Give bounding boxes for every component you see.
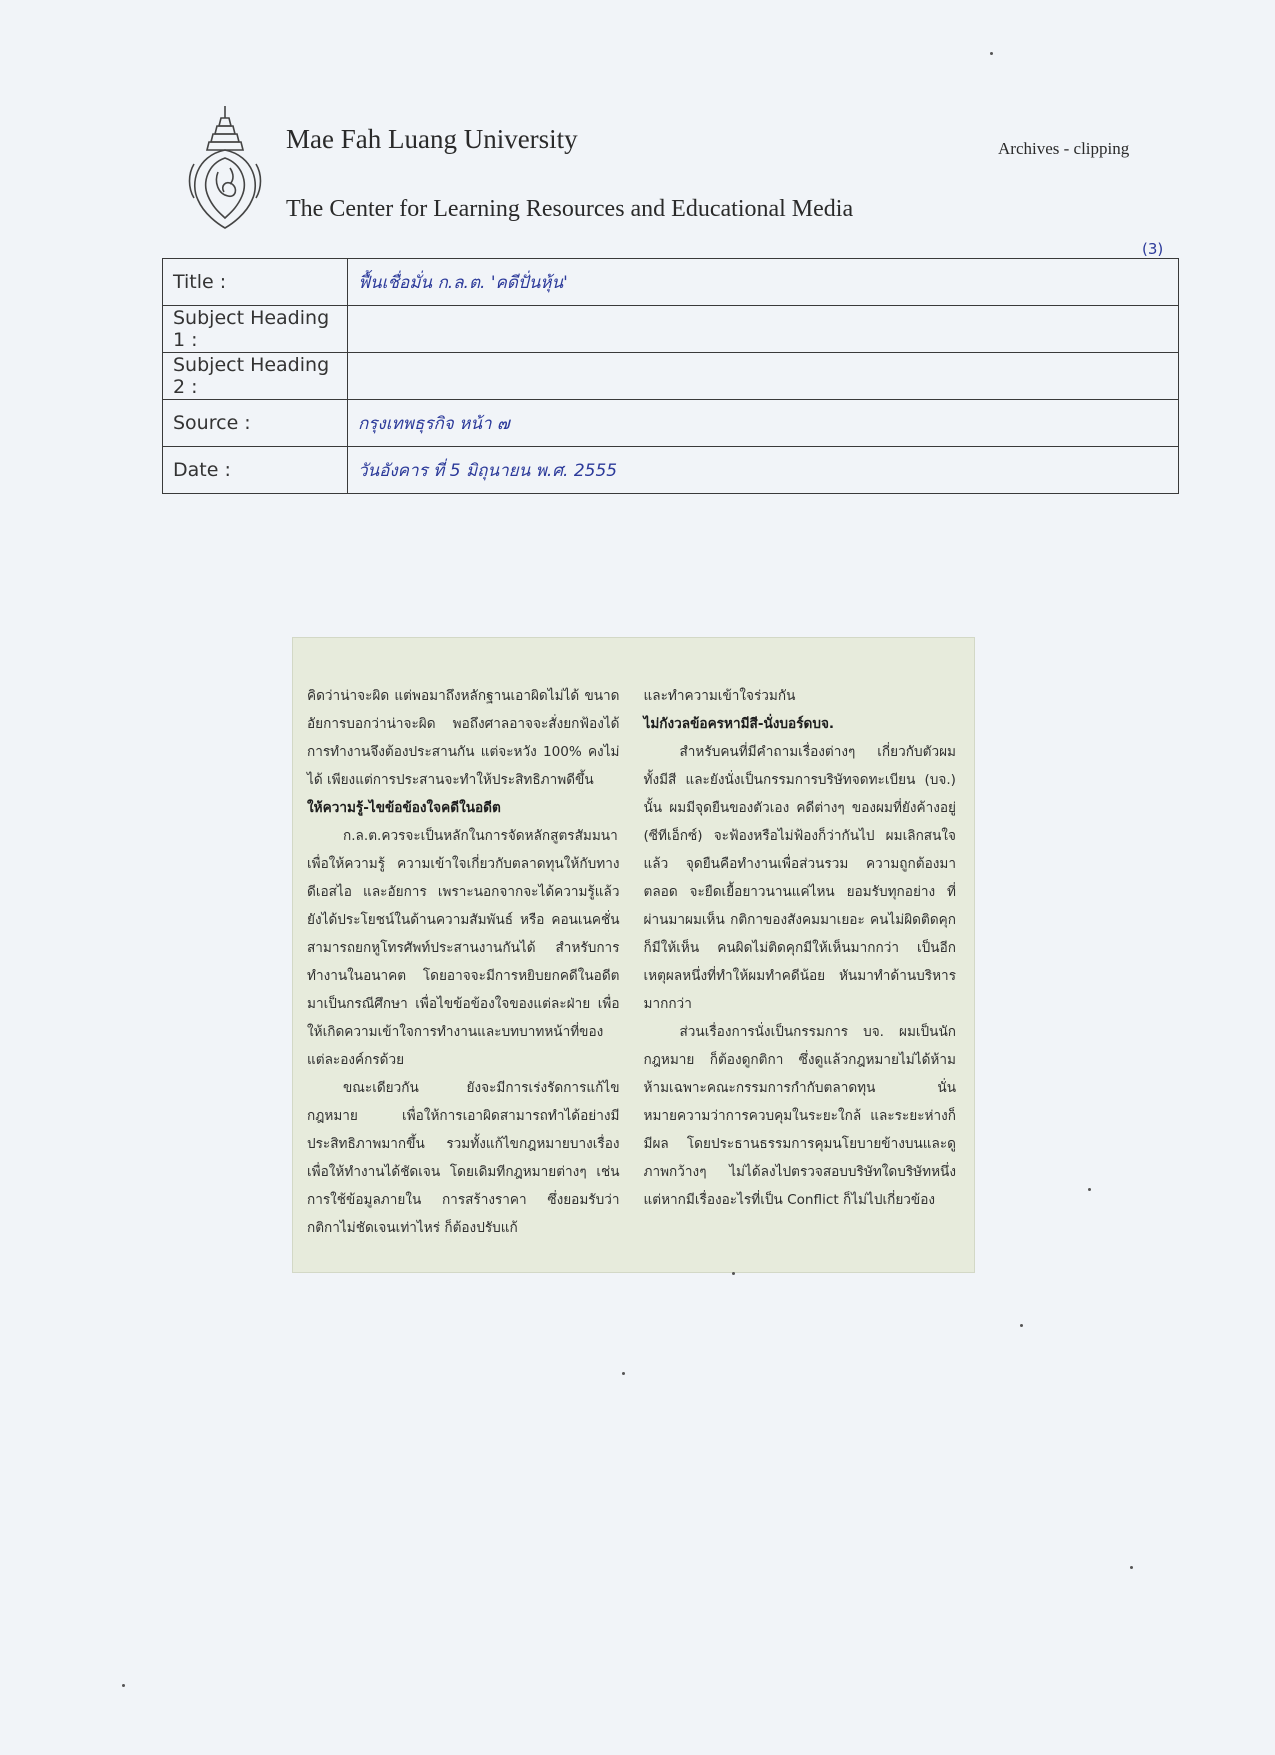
university-logo: [184, 104, 266, 230]
article-paragraph: ก.ล.ต.ควรจะเป็นหลักในการจัดหลักสูตรสัมมนาเพื่อให้ความรู้ ความเข้าใจเกี่ยวกับตลาดทุนให้กับทางดีเอสไอ และอัยการ เพราะนอกจากจะได้ความรู้แล้ว ยังได้ประโยชน์ในด้านความสัมพันธ์ หรือ คอนเนคชั่น สามารถยกหูโทรศัพท์ประสานงานกันได้ สำหรับการทำงานในอนาคต โดยอาจจะมีการหยิบยกคดีในอดีตมาเป็นกรณีศึกษา เพื่อไขข้อข้องใจของแต่ละฝ่าย เพื่อให้เกิดความเข้าใจการทำงานและบทบาทหน้าที่ของแต่ละองค์กรด้วย: [307, 828, 620, 1068]
title-label: Title :: [163, 259, 348, 306]
source-label: Source :: [163, 400, 348, 447]
table-row-date: [163, 447, 1179, 494]
scan-speck: [122, 1684, 125, 1687]
article-paragraph: ขณะเดียวกัน ยังจะมีการเร่งรัดการแก้ไขกฎหมาย เพื่อให้การเอาผิดสามารถทำได้อย่างมีประสิทธิภาพมากขึ้น รวมทั้งแก้ไขกฎหมายบางเรื่องเพื่อให้ทำงานได้ชัดเจน โดยเดิมทีกฎหมายต่างๆ เช่นการใช้ข้อมูลภายใน การสร้างราคา ซึ่งยอมรับว่ากติกาไม่ชัดเจนเท่าไหร่ ก็ต้องปรับแก้: [307, 1080, 620, 1236]
scan-speck: [1020, 1324, 1023, 1327]
page-mark: (3): [1142, 240, 1164, 258]
scan-speck: [732, 1272, 735, 1275]
clipping-left-column: [307, 682, 620, 1242]
article-subheading: ให้ความรู้-ไขข้อข้องใจคดีในอดีต: [307, 800, 501, 816]
title-value: ฟื้นเชื่อมั่น ก.ล.ต. 'คดีปั่นหุ้น': [348, 259, 1179, 306]
university-name: Mae Fah Luang University: [286, 124, 578, 154]
article-paragraph: สำหรับคนที่มีคำถามเรื่องต่างๆ เกี่ยวกับตัวผม ทั้งมีสี และยังนั่งเป็นกรรมการบริษัทจดทะเบียน (บจ.) นั้น ผมมีจุดยืนของตัวเอง คดีต่างๆ ของผมที่ยังค้างอยู่ (ซีทีเอ็กซ์) จะฟ้องหรือไม่ฟ้องก็ว่ากันไป ผมเลิกสนใจแล้ว จุดยืนคือทำงานเพื่อส่วนรวม ความถูกต้องมาตลอด จะยืดเยื้อยาวนานแค่ไหน ยอมรับทุกอย่าง ที่ผ่านมาผมเห็น กติกาของสังคมมาเยอะ คนไม่ผิดติดคุกก็มีให้เห็น คนผิดไม่ติดคุกมีให้เห็นมากกว่า เป็นอีกเหตุผลหนึ่งที่ทำให้ผมทำคดีน้อย หันมาทำด้านบริหารมากกว่า: [643, 744, 956, 1012]
subject-heading-2-value: [348, 353, 1179, 400]
subject-heading-1-value: [348, 306, 1179, 353]
archives-label: Archives - clipping: [998, 139, 1130, 158]
article-subheading: ไม่กังวลข้อครหามีสี-นั่งบอร์ดบจ.: [643, 716, 835, 732]
subject-heading-2-label: Subject Heading 2 :: [163, 353, 348, 400]
scan-speck: [622, 1372, 625, 1375]
subject-heading-1-label: Subject Heading 1 :: [163, 306, 348, 353]
newspaper-clipping: [292, 637, 975, 1273]
scan-speck: [990, 52, 993, 55]
scan-speck: [1088, 1188, 1091, 1191]
table-row-subject-heading-1: [163, 306, 1179, 353]
article-paragraph: และทำความเข้าใจร่วมกัน: [643, 688, 796, 704]
table-row-subject-heading-2: [163, 353, 1179, 400]
date-value: วันอังคาร ที่ 5 มิถุนายน พ.ศ. 2555: [348, 447, 1179, 494]
table-row-title: [163, 259, 1179, 306]
clipping-right-column: [644, 682, 957, 1242]
table-row-source: [163, 400, 1179, 447]
scan-speck: [1130, 1566, 1133, 1569]
center-name: The Center for Learning Resources and Educational Media: [286, 196, 854, 222]
source-value: กรุงเทพธุรกิจ หน้า ๗: [348, 400, 1179, 447]
metadata-table: [162, 258, 1179, 494]
article-paragraph: คิดว่าน่าจะผิด แต่พอมาถึงหลักฐานเอาผิดไม่ได้ ขนาดอัยการบอกว่าน่าจะผิด พอถึงศาลอาจจะสั่งยกฟ้องได้ การทำงานจึงต้องประสานกัน แต่จะหวัง 100% คงไม่ได้ เพียงแต่การประสานจะทำให้ประสิทธิภาพดีขึ้น: [307, 688, 620, 788]
date-label: Date :: [163, 447, 348, 494]
article-paragraph: ส่วนเรื่องการนั่งเป็นกรรมการ บจ. ผมเป็นนักกฎหมาย ก็ต้องดูกติกา ซึ่งดูแล้วกฎหมายไม่ได้ห้าม ห้ามเฉพาะคณะกรรมการกำกับตลาดทุน นั่นหมายความว่าการควบคุมในระยะใกล้ และระยะห่างก็มีผล โดยประธานธรรมการคุมนโยบายข้างบนและดูภาพกว้างๆ ไม่ได้ลงไปตรวจสอบบริษัทใดบริษัทหนึ่ง แต่หากมีเรื่องอะไรที่เป็น Conflict ก็ไม่ไปเกี่ยวข้อง: [643, 1024, 956, 1208]
